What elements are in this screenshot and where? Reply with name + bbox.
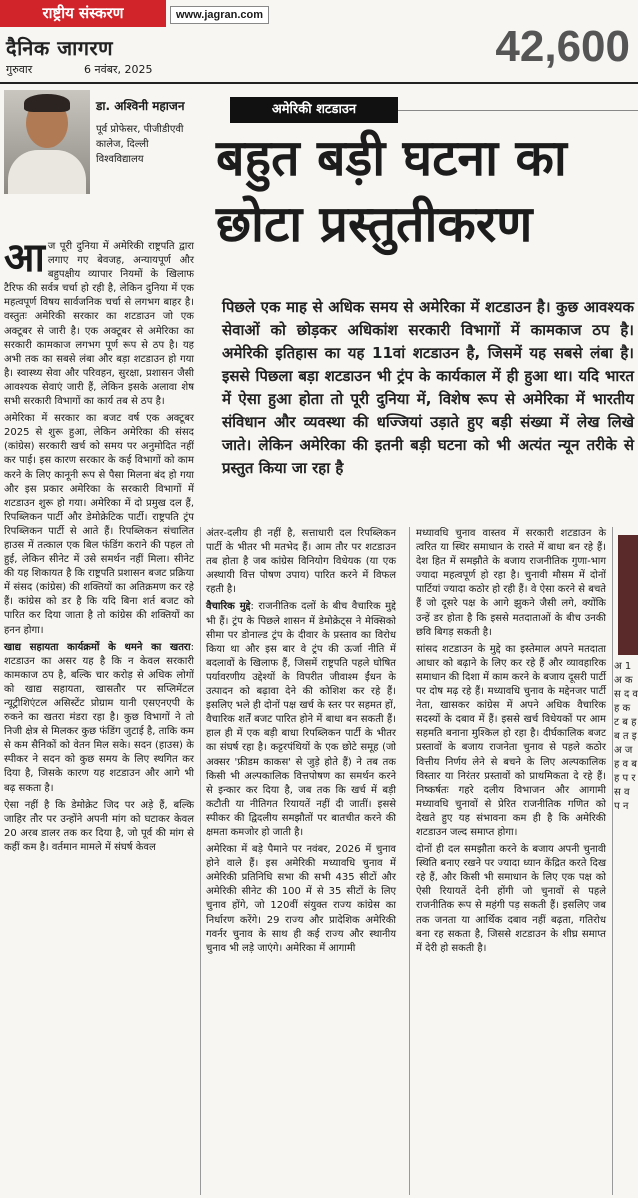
- photo-hair: [24, 94, 70, 112]
- author-name: डा. अश्विनी महाजन: [96, 99, 185, 113]
- paragraph-10: दोनों ही दल समझौता करने के बजाय अपनी चुनावी स्थिति बनाए रखने पर ज्यादा ध्यान केंद्रित करते दिख रहे हैं, और किसी भी समाधान के लिए एक पक्ष को ऐसी रियायतें देनी होंगी जो चुनावों से पहले राजनीतिक रूप से महंगी पड़ सकती हैं। इसलिए जब तक जनता या आर्थिक दबाव नहीं बढ़ता, गतिरोध बना रह सकता है, जिससे शटडाउन के शीघ्र समाप्त में देरी हो सकती है।: [416, 844, 606, 954]
- paragraph-8: मध्यावधि चुनाव वास्तव में सरकारी शटडाउन के त्वरित या स्थिर समाधान के रास्ते में बाधा बन रहे हैं। देश हित में समझौते के बजाय राजनीतिक गुणा-भाग ज्यादा महत्वपूर्ण हो रहा है। चुनावी मौसम में दोनों पार्टियां ज्यादा कठोर हो रही हैं। वे ऐसा करने से बचते हैं जो दूसरे पक्ष के आगे झुकने जैसी लगे, क्योंकि उन्हें डर होता है कि इससे मतदाताओं के बीच उनकी छवि बिगड़ सकती है।: [416, 528, 606, 638]
- subheading-ideology: वैचारिक मुद्दे: [206, 601, 251, 613]
- issue-day: गुरुवार: [6, 63, 33, 76]
- paragraph-2: अमेरिका में सरकार का बजट वर्ष एक अक्टूबर 2025 से शुरू हुआ, लेकिन अमेरिका की संसद (कांग्रेस) सरकारी खर्च को समय पर अनुमोदित नहीं कर पाई। इस कारण सरकार के कई विभागों को काम करने के लिए कानूनी रूप से पैसा मिलना बंद हो गया और इस प्रकार अमेरिका के सरकारी विभागों में शटडाउन शुरू हो गया। अमेरिका में दो प्रमुख दल हैं, रिपब्लिकन पार्टी और डेमोक्रेटिक पार्टी। राष्ट्रपति ट्रंप रिपब्लिकन पार्टी से आते हैं। रिपब्लिकन संचालित हाउस में तत्काल एक बिल फंडिंग कराने की पहल तो हुई, लेकिन सीनेट में उसे समर्थन नहीं मिला। सीनेट की यह शिकायत है कि राष्ट्रपति प्रशासन बजट प्रक्रिया में संसद (कांग्रेस) की शक्तियों का अतिक्रमण कर रहे हैं। कांग्रेस को डर है कि यदि बिना शर्त बजट को पारित कर दिया जाता है तो कांग्रेस की शक्तियों का हनन होगा।: [4, 413, 194, 636]
- website-url[interactable]: www.jagran.com: [170, 6, 269, 24]
- author-photo: [4, 90, 90, 194]
- headline-line-1: बहुत बड़ी घटना का: [216, 129, 567, 187]
- edition-banner: राष्ट्रीय संस्करण: [0, 0, 166, 27]
- header-divider: [0, 82, 638, 84]
- paragraph-6: [206, 600, 396, 840]
- photo-shirt: [8, 150, 86, 194]
- article-headline: [216, 125, 638, 257]
- newspaper-logo: दैनिक जागरण: [6, 36, 114, 60]
- adjacent-article-photo: [618, 535, 638, 655]
- issue-date: 6 नवंबर, 2025: [84, 63, 153, 76]
- paragraph-9: सांसद शटडाउन के मुद्दे का इस्तेमाल अपने मतदाता आधार को बढ़ाने के लिए कर रहे हैं और व्यावहारिक समाधान की दिशा में काम करने के बजाय दूसरी पार्टी पर दोष मढ़ रहे हैं। मध्यावधि चुनाव के मद्देनजर पार्टी नेता, खासकर कांग्रेस में अपने अधिक वैचारिक सदस्यों के दबाव में हैं। इससे खर्च विधेयकों पर आम सहमति बनाना मुश्किल हो रहा है। दीर्घकालिक बजट प्रस्तावों के बजाय राजनेता चुनाव से पहले कठोर वित्तीय निर्णय लेने से बचने के लिए अल्पकालिक विस्तार या निरंतर प्रस्तावों को प्राथमिकता दे रहे हैं। निष्कर्षतः गहरे दलीय विभाजन और आगामी मध्यावधि चुनावों से प्रेरित राजनीतिक गणित को देखते हुए यह संभावना कम ही है कि अमेरिकी शटडाउन जल्द समाप्त होगा।: [416, 643, 606, 838]
- article-column-1: [4, 235, 194, 858]
- kicker-rule: [398, 110, 638, 111]
- column-divider-2: [409, 527, 410, 1195]
- article-column-2: [206, 527, 396, 959]
- paragraph-7: अमेरिका में बड़े पैमाने पर नवंबर, 2026 में चुनाव होने वाले हैं। इस अमेरिकी मध्यावधि चुनाव में अमेरिकी प्रतिनिधि सभा की सभी 435 सीटों और अमेरिकी सीनेट की 100 में से 35 सीटों के लिए चुनाव होंगे, जो 120वीं संयुक्त राज्य कांग्रेस का निर्धारण करेंगे। 29 राज्य और प्रादेशिक अमेरिकी गवर्नर चुनाव के साथ ही कई राज्य और स्थानीय चुनाव भी लड़े जाएंगे। अमेरिका में आगामी: [206, 844, 396, 954]
- article-standfirst: पिछले एक माह से अधिक समय से अमेरिका में शटडाउन है। कुछ आवश्यक सेवाओं को छोड़कर अधिकांश सरकारी विभागों में कामकाज ठप है। अमेरिकी इतिहास का यह 11वां शटडाउन है, जिसमें यह सबसे लंबा है। इससे पिछला बड़ा शटडाउन भी ट्रंप के कार्यकाल में ही हुआ था। यदि भारत में ऐसा हुआ होता तो पूरी दुनिया में, विशेष रूप से अमेरिका में भारतीय संविधान और व्यवस्था की धज्जियां उड़ाते हुए बड़ी संख्या में लेख लिखे जाते। लेकिन अमेरिका की इतनी बड़ी घटना को भी अत्यंत न्यून तरीके से प्रस्तुत किया जा रहा है: [222, 298, 634, 477]
- headline-line-2: छोटा प्रस्तुतीकरण: [216, 195, 533, 253]
- author-role: पूर्व प्रोफेसर, पीजीडीएवी कालेज, दिल्ली विश्वविद्यालय: [96, 124, 184, 165]
- article-column-3: [416, 527, 606, 959]
- article-kicker: अमेरिकी शटडाउन: [230, 97, 398, 123]
- paragraph-1: [4, 235, 194, 409]
- paragraph-3: [4, 641, 194, 796]
- column-divider-1: [200, 527, 201, 1195]
- adjacent-article-text: अ 1 अ क स द व ह क ट ब ह ब त इ अ ज ह व ब ह प र स व प न: [614, 661, 638, 812]
- page-number: 42,600: [495, 22, 630, 71]
- paragraph-6-text: : राजनीतिक दलों के बीच वैचारिक मुद्दे भी हैं। ट्रंप के पिछले शासन में डेमोक्रेट्स ने मेक्सिको सीमा पर डोनाल्ड ट्रंप के दीवार के प्रस्ताव का विरोध किया था और इस बार वे ट्रंप की ऊर्जा नीति में बदलावों के खिलाफ हैं, जिसमें राष्ट्रपति पहले घोषित पर्यावरणीय उद्देश्यों के विपरीत जीवाश्म ईंधन के उत्पादन को बढ़ावा देने की कोशिश कर रहे हैं। इसलिए भले ही दोनों पक्ष खर्च के स्तर पर सहमत हों, वैचारिक शर्तें बजट पारित होने में बाधा बन सकती हैं। हाल ही में एक बड़ी बाधा रिपब्लिकन पार्टी के भीतर का संघर्ष रहा है। कट्टरपंथियों के एक छोटे समूह (जो अक्सर 'फ्रीडम काकस' से जुड़े होते हैं) ने तब तक किसी भी अल्पकालिक वित्तपोषण का समर्थन करने से इन्कार कर दिया है, जब तक कि खर्च में बड़ी कटौती या नीतिगत रियायतें नहीं दी जातीं। इससे स्पीकर की द्विदलीय समझौतों पर बातचीत करने की क्षमता कमजोर हो जाती है।: [206, 601, 397, 838]
- author-block: [96, 98, 194, 167]
- drop-cap: आ: [4, 235, 45, 281]
- paragraph-4: ऐसा नहीं है कि डेमोक्रेट जिद पर अड़े हैं, बल्कि जाहिर तौर पर उन्होंने अपनी मांग को घटाकर केवल 20 अरब डालर तक कर दिया है, जो पूर्व की मांग से कहीं कम है। वर्तमान मामले में संघर्ष केवल: [4, 799, 194, 853]
- paragraph-5: अंतर-दलीय ही नहीं है, सत्ताधारी दल रिपब्लिकन पार्टी के भीतर भी मतभेद हैं। आम तौर पर शटडाउन तब होता है जब कांग्रेस विनियोग विधेयक (या एक अस्थायी वित्त पोषण उपाय) पारित करने में विफल रहती है।: [206, 528, 396, 596]
- paragraph-3-text: : शटडाउन का असर यह है कि न केवल सरकारी कामकाज ठप है, बल्कि चार करोड़ से अधिक लोगों को खाद्य सहायता, खासतौर पर सप्लिमेंटल न्यूट्रीशिएंटल असिस्टेंट प्रोग्राम यानी एसएनएपी के रुकने का खतरा मंडरा रहा है। कुछ विभागों ने तो निजी क्षेत्र से मिलकर कुछ फंडिंग जुटाई है, ताकि कम से कम सैनिकों को वेतन मिल सके। सदन (हाउस) के स्पीकर ने सदन को कुछ समय के लिए स्थगित कर दिया है, जिसके कारण यह शटडाउन और आगे भी बढ़ सकता है।: [4, 641, 194, 794]
- paragraph-1-text: ज पूरी दुनिया में अमेरिकी राष्ट्रपति द्वारा लगाए गए बेवजह, अन्यायपूर्ण और बहुपक्षीय व्यापार नियमों के खिलाफ टैरिफ की सर्वत्र चर्चा हो रही है, लेकिन दुनिया में एक महत्वपूर्ण विषय सार्वजनिक चर्चा से लगभग बाहर है। वस्तुतः अमेरिकी सरकार का शटडाउन जो एक अक्टूबर से जारी है। एक अक्टूबर से अमेरिका का सरकारी कामकाज लगभग पूर्ण रूप से ठप है। यह अभी तक का सबसे लंबा और बड़ा शटडाउन हो गया है। स्वास्थ्य सेवा और परिवहन, सुरक्षा, प्रशासन जैसी आवश्यक सेवाएं जारी हैं, लेकिन इसके अलावा शेष सभी सरकारी विभागों का कार्य तब से ठप है।: [4, 241, 194, 408]
- subheading-food-aid: खाद्य सहायता कार्यक्रमों के थमने का खतरा: [4, 641, 191, 653]
- column-divider-3: [612, 527, 613, 1195]
